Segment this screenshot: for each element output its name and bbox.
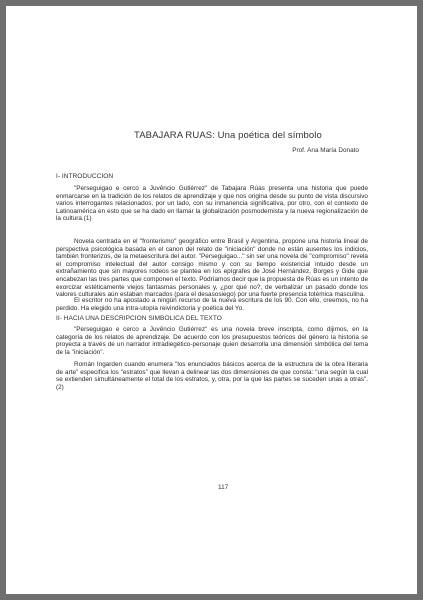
paragraph: Novela centrada en el "fronterismo" geográfico entre Brasil y Argentina, propone una historia lineal de perspectiva psicológica basada en el canon del relato de "iniciación" donde no están ausentes los indicios, también fronterizos, de la metaescritura del autor. "Perseguigao..." sin ser una novela de "compromiso" revela el compromiso intelectual del autor consigo mismo y con su tiempo existencial intuido desde un extrañamiento que sin mayores rodeos se plantea en los epígrafes de José Hernández, Borges y Gide que encabezan las tres partes que componen el texto. Podríamos decir que la propuesta de Rúas es un intento de exorcizar estéticamente viejos fantasmas personales y, ¿por qué no?, de verbalizar un pasado donde los valores culturales aún estaban marcados (para el desasosiego) por una fuerte presencia totémica masculina. <box>56 238 368 299</box>
paragraph: "Perseguigao e cerco a Juvêncio Gutiérrez" es una novela breve inscripta, como dijimos, en la categoría de los relatos de aprendizaje. De acuerdo con los presupuestos teóricos del género la historia se proyecta a través de un narrador intradiegético-personaje quien desarrolla una dimensión simbólica del tema de la "iniciación". <box>56 326 368 356</box>
document-title: TABAJARA RUAS: Una poética del símbolo <box>134 130 322 141</box>
document-author: Prof. Ana María Donato <box>292 147 359 154</box>
page-number: 117 <box>218 484 229 491</box>
document-page <box>6 6 417 594</box>
paragraph: "Perseguigao e cerco a Juvêncio Gutiérrez" de Tabajara Rúas presenta una historia que puede enmarcarse en la tradición de los relatos de aprendizaje y que nos origina desde su punto de vista discursivo varios interrogantes relacionados, por un lado, con su inmanencia significativa, por otro, con el contexto de Latinoamérica en esto que se ha dado en llamar la globalización posmodernista y la nueva regionalización de la cultura.(1) <box>56 185 368 223</box>
paragraph: El escritor no ha apostado a ningún recurso de la nueva escritura de los 90. Con ello, creemos, no ha perdido. Ha elegido una intra-utopía reivindictoria y poética del Yo. <box>56 297 368 312</box>
section-heading-introduccion: I- INTRODUCCION <box>56 173 114 180</box>
section-heading-descripcion-simbolica: II- HACIA UNA DESCRIPCION SIMBOLICA DEL TEXTO <box>56 315 222 322</box>
paragraph: Román Ingarden cuando enumera "los enunciados básicos acerca de la estructura de la obra literaria de arte" especifica los "estratos" que llevan a delinear las dos dimensiones de que consta: "una según la cual se extienden simultáneamente el total de los estratos, y, otra, por la que las partes se suceden unas a otras".(2) <box>56 361 368 391</box>
